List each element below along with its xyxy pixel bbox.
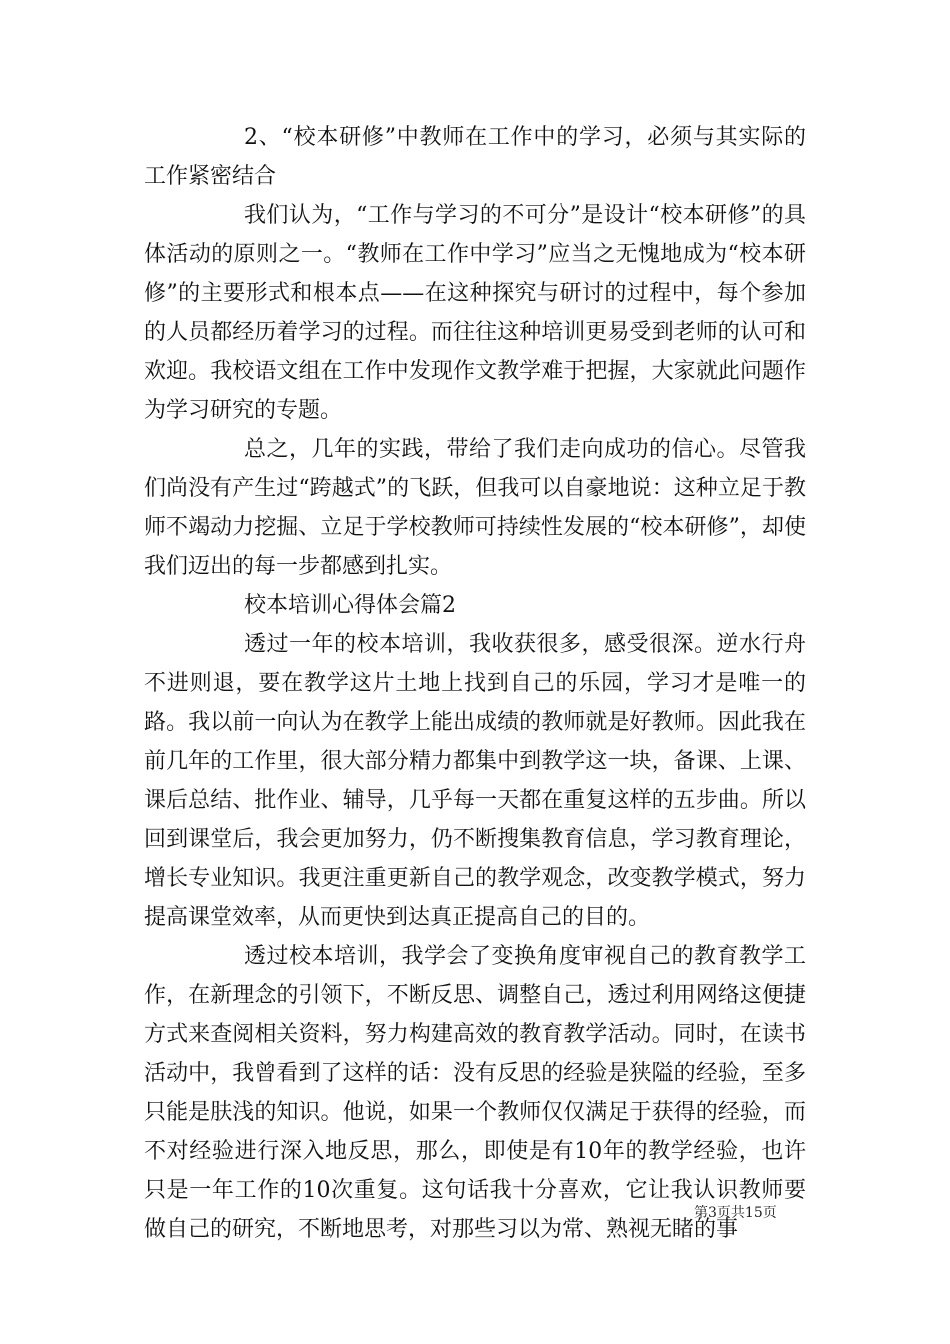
paragraph-work-and-study: 我们认为，“工作与学习的不可分”是设计“校本研修”的具体活动的原则之一。“教师在工作中学习”应当之无愧地成为“校本研修”的主要形式和根本点——在这种探究与研讨的过程中，每个参加的人员都经历着学习的过程。而往往这种培训更易受到老师的认可和欢迎。我校语文组在工作中发现作文教学难于把握，大家就此问题作为学习研究的专题。 [144, 203, 806, 423]
paragraph-reflection: 透过校本培训，我学会了变换角度审视自己的教育教学工作，在新理念的引领下，不断反思、调整自己，透过利用网络这便捷方式来查阅相关资料，努力构建高效的教育教学活动。同时，在读书活动中，我曾看到了这样的话：没有反思的经验是狭隘的经验，至多只能是肤浅的知识。他说，如果一个教师仅仅满足于获得的经验，而不对经验进行深入地反思，那么，即使是有10年的教学经验，也许只是一年工作的10次重复。这句话我十分喜欢，它让我认识教师要做自己的研究，不断地思考，对那些习以为常、熟视无睹的事 [144, 944, 806, 1242]
paragraph-section-heading: 2、“校本研修”中教师在工作中的学习，必须与其实际的工作紧密结合 [144, 125, 806, 189]
document-body [144, 118, 806, 1249]
article-title-part-2: 校本培训心得体会篇2 [244, 593, 456, 618]
paragraph-training-gains: 透过一年的校本培训，我收获很多，感受很深。逆水行舟不进则退，要在教学这片土地上找到自己的乐园，学习才是唯一的路。我以前一向认为在教学上能出成绩的教师就是好教师。因此我在前几年的工作里，很大部分精力都集中到教学这一块，备课、上课、课后总结、批作业、辅导，几乎每一天都在重复这样的五步曲。所以回到课堂后，我会更加努力，仍不断搜集教育信息，学习教育理论，增长专业知识。我更注重更新自己的教学观念，改变教学模式，努力提高课堂效率，从而更快到达真正提高自己的目的。 [144, 632, 806, 930]
paragraph-conclusion: 总之，几年的实践，带给了我们走向成功的信心。尽管我们尚没有产生过“跨越式”的飞跃，但我可以自豪地说：这种立足于教师不竭动力挖掘、立足于学校教师可持续性发展的“校本研修”，却使我们迈出的每一步都感到扎实。 [144, 437, 806, 579]
page-number-footer: 第3页共15页 [694, 1205, 777, 1221]
